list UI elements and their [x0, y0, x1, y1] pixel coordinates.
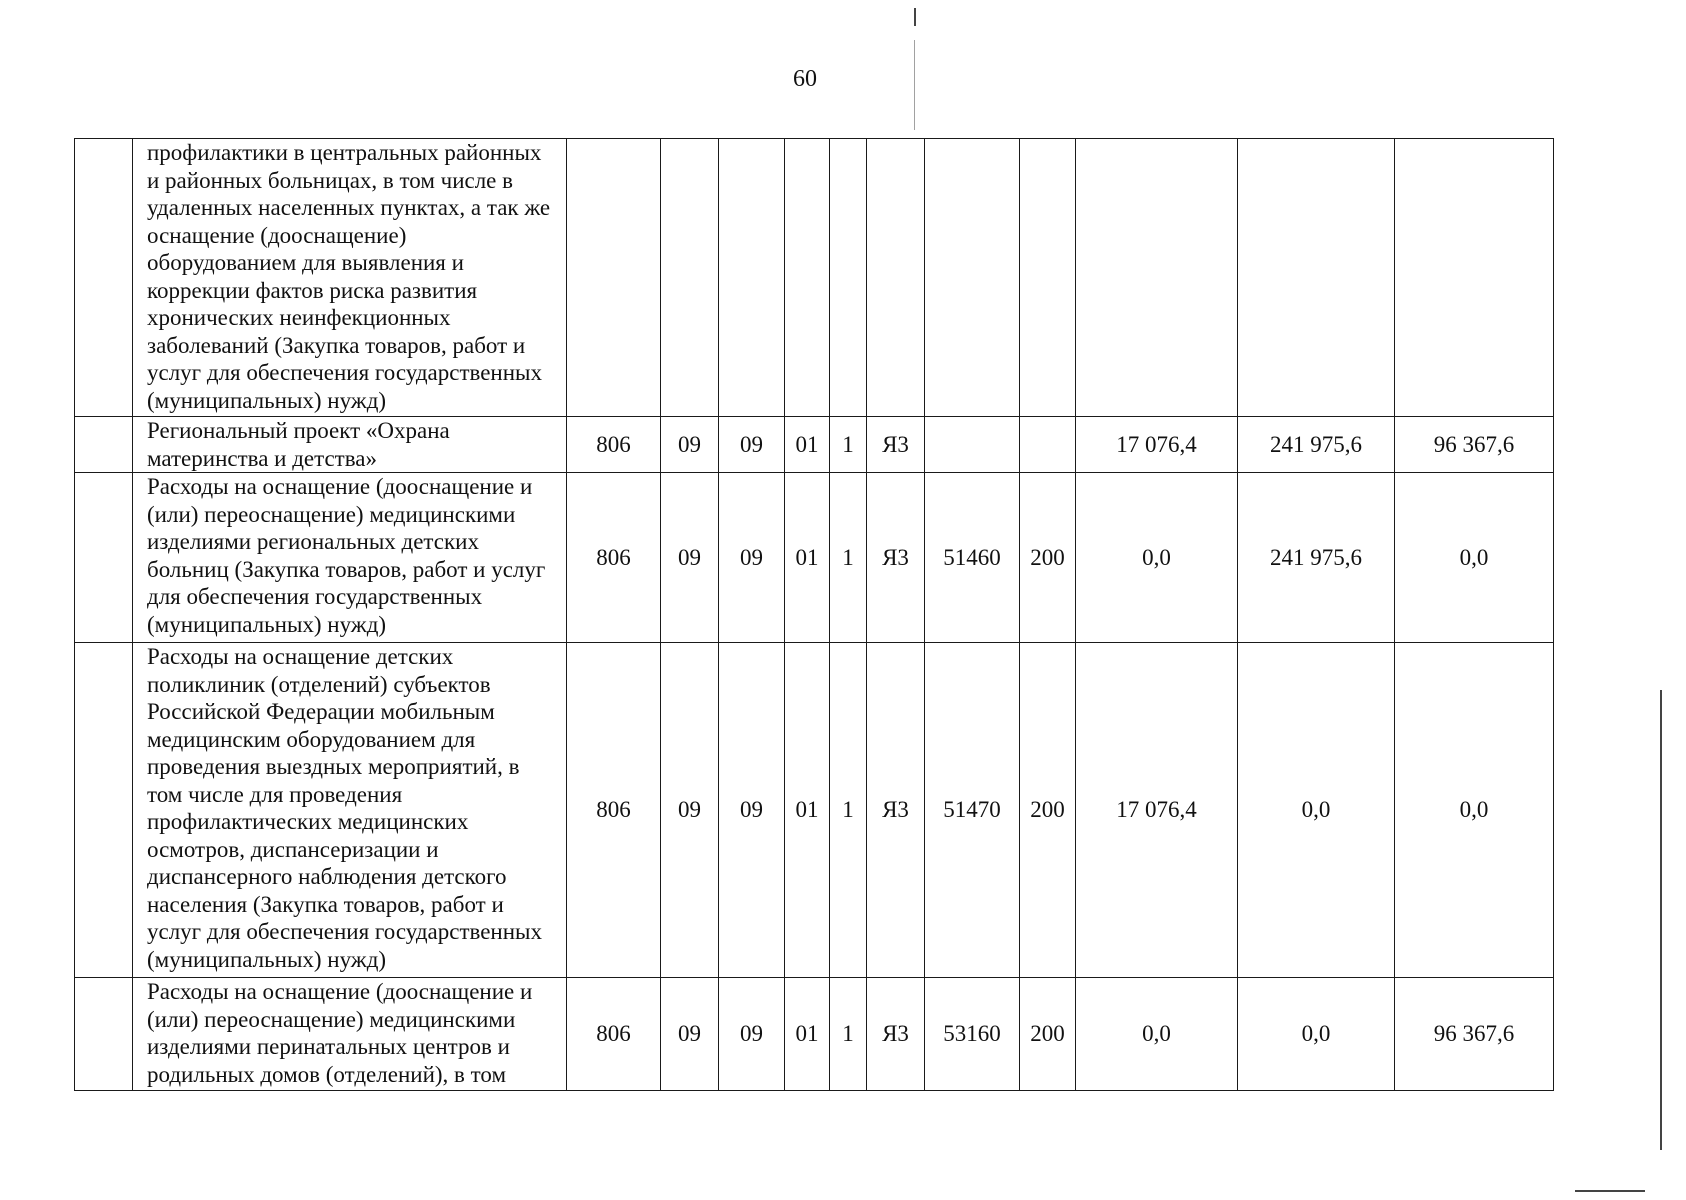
target-code-cell [925, 417, 1020, 473]
program-code-cell: 01 [785, 473, 830, 643]
ministry-code-cell: 806 [567, 978, 661, 1091]
subprogram-code-cell: 1 [830, 473, 867, 643]
description-cell: Региональный проект «Охрана материнства и детства» [133, 417, 567, 473]
table-row [75, 473, 1554, 643]
expense-type-cell: 200 [1020, 643, 1076, 978]
subsection-code-cell: 09 [719, 643, 785, 978]
scan-mark-right [1660, 690, 1662, 1150]
year3-amount-cell: 96 367,6 [1395, 978, 1554, 1091]
row-index-cell [75, 473, 133, 643]
ministry-code-cell [567, 139, 661, 417]
year1-amount-cell [1076, 139, 1238, 417]
subprogram-code-cell: 1 [830, 417, 867, 473]
year1-amount-cell: 17 076,4 [1076, 643, 1238, 978]
table-row [75, 139, 1554, 417]
program-code-cell: 01 [785, 417, 830, 473]
year1-amount-cell: 17 076,4 [1076, 417, 1238, 473]
year2-amount-cell: 0,0 [1238, 978, 1395, 1091]
section-code-cell: 09 [661, 473, 719, 643]
ministry-code-cell: 806 [567, 473, 661, 643]
project-code-cell: Я3 [867, 643, 925, 978]
year3-amount-cell [1395, 139, 1554, 417]
section-code-cell: 09 [661, 643, 719, 978]
budget-table [74, 138, 1554, 1091]
ministry-code-cell: 806 [567, 417, 661, 473]
project-code-cell: Я3 [867, 978, 925, 1091]
year3-amount-cell: 0,0 [1395, 643, 1554, 978]
year2-amount-cell [1238, 139, 1395, 417]
target-code-cell: 51470 [925, 643, 1020, 978]
scan-mark-top [914, 8, 916, 26]
row-index-cell [75, 139, 133, 417]
year1-amount-cell: 0,0 [1076, 473, 1238, 643]
expense-type-cell [1020, 417, 1076, 473]
target-code-cell: 51460 [925, 473, 1020, 643]
program-code-cell: 01 [785, 643, 830, 978]
expense-type-cell [1020, 139, 1076, 417]
target-code-cell: 53160 [925, 978, 1020, 1091]
subprogram-code-cell: 1 [830, 978, 867, 1091]
year2-amount-cell: 0,0 [1238, 643, 1395, 978]
subprogram-code-cell: 1 [830, 643, 867, 978]
expense-type-cell: 200 [1020, 978, 1076, 1091]
subsection-code-cell: 09 [719, 417, 785, 473]
table-row [75, 643, 1554, 978]
section-code-cell: 09 [661, 417, 719, 473]
subsection-code-cell [719, 139, 785, 417]
ministry-code-cell: 806 [567, 643, 661, 978]
year1-amount-cell: 0,0 [1076, 978, 1238, 1091]
expense-type-cell: 200 [1020, 473, 1076, 643]
description-cell: Расходы на оснащение (дооснащение и (или) переоснащение) медицинскими изделиями региональных детских больниц (Закупка товаров, работ и услуг для обеспечения государственных (муниципальных) нужд) [133, 473, 567, 643]
description-cell: профилактики в центральных районных и районных больницах, в том числе в удаленных населенных пунктах, а так же оснащение (дооснащение) оборудованием для выявления и коррекции фактов риска развития хронических неинфекционных заболеваний (Закупка товаров, работ и услуг для обеспечения государственных (муниципальных) нужд) [133, 139, 567, 417]
year2-amount-cell: 241 975,6 [1238, 473, 1395, 643]
year3-amount-cell: 0,0 [1395, 473, 1554, 643]
project-code-cell [867, 139, 925, 417]
program-code-cell: 01 [785, 978, 830, 1091]
project-code-cell: Я3 [867, 417, 925, 473]
project-code-cell: Я3 [867, 473, 925, 643]
row-index-cell [75, 978, 133, 1091]
program-code-cell [785, 139, 830, 417]
row-index-cell [75, 643, 133, 978]
section-code-cell [661, 139, 719, 417]
scan-mark-right-bottom [1575, 1190, 1645, 1192]
description-cell: Расходы на оснащение детских поликлиник (отделений) субъектов Российской Федерации мобильным медицинским оборудованием для проведения выездных мероприятий, в том числе для проведения профилактических медицинских осмотров, диспансеризации и диспансерного наблюдения детского населения (Закупка товаров, работ и услуг для обеспечения государственных (муниципальных) нужд) [133, 643, 567, 978]
subsection-code-cell: 09 [719, 978, 785, 1091]
description-cell: Расходы на оснащение (дооснащение и (или) переоснащение) медицинскими изделиями перинатальных центров и родильных домов (отделений), в том [133, 978, 567, 1091]
year3-amount-cell: 96 367,6 [1395, 417, 1554, 473]
target-code-cell [925, 139, 1020, 417]
scan-mark-top-dashed [914, 40, 915, 130]
page-number: 60 [793, 66, 817, 92]
table-row [75, 417, 1554, 473]
row-index-cell [75, 417, 133, 473]
section-code-cell: 09 [661, 978, 719, 1091]
subprogram-code-cell [830, 139, 867, 417]
subsection-code-cell: 09 [719, 473, 785, 643]
year2-amount-cell: 241 975,6 [1238, 417, 1395, 473]
table-row [75, 978, 1554, 1091]
